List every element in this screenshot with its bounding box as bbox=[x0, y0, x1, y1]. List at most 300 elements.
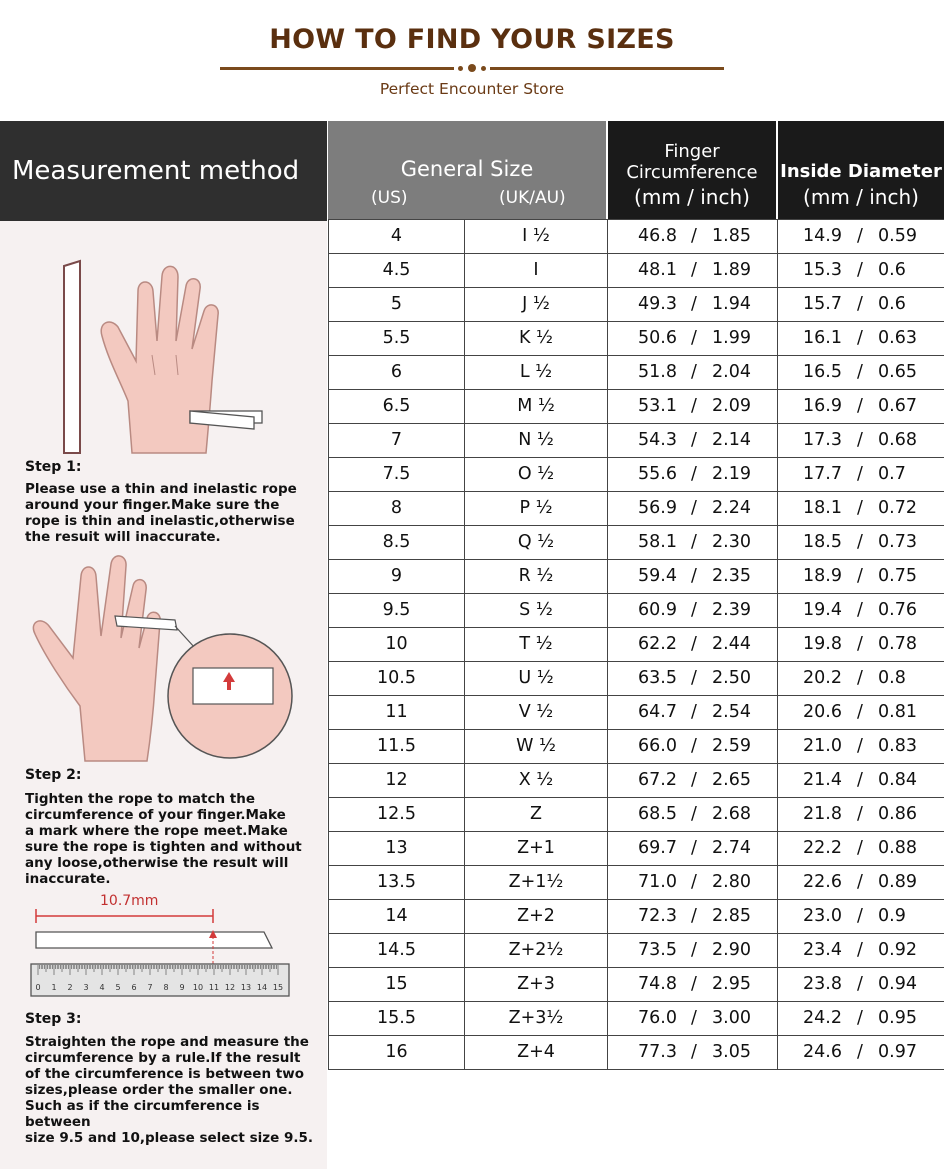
ruler-number: 13 bbox=[240, 983, 252, 992]
diameter-cell bbox=[778, 662, 944, 695]
unit-separator: / bbox=[691, 770, 697, 790]
diameter-cell bbox=[778, 322, 944, 355]
unit-separator: / bbox=[857, 974, 863, 994]
ruler-number: 15 bbox=[272, 983, 284, 992]
us-size-cell: 14.5 bbox=[329, 934, 465, 967]
us-size-cell: 10 bbox=[329, 628, 465, 661]
step-text-line: around your finger.Make sure the bbox=[25, 497, 280, 513]
diameter-mm: 16.1 bbox=[803, 328, 842, 348]
circumference-cell bbox=[608, 356, 778, 389]
diameter-cell bbox=[778, 220, 944, 253]
ruler-number: 7 bbox=[147, 983, 153, 992]
step-text-line: Please use a thin and inelastic rope bbox=[25, 481, 297, 497]
step-text-line: sizes,please order the smaller one. bbox=[25, 1082, 293, 1098]
unit-separator: / bbox=[691, 430, 697, 450]
circumference-cell bbox=[608, 390, 778, 423]
table-row bbox=[329, 390, 944, 424]
circumference-inch: 2.39 bbox=[712, 600, 751, 620]
diameter-mm: 18.9 bbox=[803, 566, 842, 586]
circumference-mm: 55.6 bbox=[638, 464, 677, 484]
circumference-inch: 2.80 bbox=[712, 872, 751, 892]
measurement-panel bbox=[0, 121, 327, 1169]
circumference-cell bbox=[608, 220, 778, 253]
inside-diameter-header bbox=[778, 121, 944, 219]
us-size-cell: 16 bbox=[329, 1036, 465, 1069]
circumference-cell bbox=[608, 288, 778, 321]
uk-size-cell: Z+2 bbox=[465, 900, 608, 933]
us-size-cell: 9.5 bbox=[329, 594, 465, 627]
circumference-inch: 2.09 bbox=[712, 396, 751, 416]
diameter-mm: 24.2 bbox=[803, 1008, 842, 1028]
diameter-mm: 18.5 bbox=[803, 532, 842, 552]
ruler-number: 4 bbox=[99, 983, 105, 992]
diameter-mm: 17.3 bbox=[803, 430, 842, 450]
fc-header-line: Finger bbox=[664, 141, 720, 162]
circumference-mm: 50.6 bbox=[638, 328, 677, 348]
table-row bbox=[329, 798, 944, 832]
id-header-unit: (mm / inch) bbox=[803, 185, 919, 209]
diameter-inch: 0.76 bbox=[878, 600, 917, 620]
diameter-cell bbox=[778, 458, 944, 491]
table-row bbox=[329, 730, 944, 764]
circumference-cell bbox=[608, 322, 778, 355]
circumference-inch: 1.85 bbox=[712, 226, 751, 246]
us-size-cell: 7.5 bbox=[329, 458, 465, 491]
us-size-cell: 13 bbox=[329, 832, 465, 865]
diameter-cell bbox=[778, 526, 944, 559]
circumference-mm: 76.0 bbox=[638, 1008, 677, 1028]
diameter-inch: 0.68 bbox=[878, 430, 917, 450]
table-row bbox=[329, 662, 944, 696]
us-size-cell: 15 bbox=[329, 968, 465, 1001]
step-1-title: Step 1: bbox=[25, 459, 82, 475]
table-row bbox=[329, 832, 944, 866]
unit-separator: / bbox=[857, 736, 863, 756]
step-text-line: Straighten the rope and measure the bbox=[25, 1034, 309, 1050]
title-rule-right bbox=[490, 67, 724, 70]
page-title: HOW TO FIND YOUR SIZES bbox=[269, 24, 675, 55]
circumference-inch: 2.74 bbox=[712, 838, 751, 858]
circumference-mm: 69.7 bbox=[638, 838, 677, 858]
finger-circumference-header bbox=[608, 121, 776, 219]
table-row bbox=[329, 628, 944, 662]
unit-separator: / bbox=[691, 634, 697, 654]
diameter-mm: 15.7 bbox=[803, 294, 842, 314]
step-text-line: circumference by a rule.If the result bbox=[25, 1050, 301, 1066]
unit-separator: / bbox=[857, 362, 863, 382]
circumference-cell bbox=[608, 526, 778, 559]
table-row bbox=[329, 560, 944, 594]
step-text-line: inaccurate. bbox=[25, 871, 111, 887]
diameter-inch: 0.94 bbox=[878, 974, 917, 994]
us-size-cell: 6 bbox=[329, 356, 465, 389]
unit-separator: / bbox=[857, 464, 863, 484]
step-text-line: of the circumference is between two bbox=[25, 1066, 304, 1082]
uk-size-cell: Z+1½ bbox=[465, 866, 608, 899]
circumference-mm: 73.5 bbox=[638, 940, 677, 960]
uk-size-cell: X ½ bbox=[465, 764, 608, 797]
diameter-mm: 20.6 bbox=[803, 702, 842, 722]
circumference-inch: 2.24 bbox=[712, 498, 751, 518]
uk-size-cell: Z+2½ bbox=[465, 934, 608, 967]
diameter-mm: 20.2 bbox=[803, 668, 842, 688]
circumference-mm: 58.1 bbox=[638, 532, 677, 552]
diameter-cell bbox=[778, 696, 944, 729]
diameter-mm: 21.4 bbox=[803, 770, 842, 790]
step-1-text bbox=[25, 481, 325, 545]
us-size-cell: 5.5 bbox=[329, 322, 465, 355]
step-3-title: Step 3: bbox=[25, 1011, 82, 1027]
step-text-line: circumference of your finger.Make bbox=[25, 807, 286, 823]
table-row bbox=[329, 934, 944, 968]
general-size-label: General Size bbox=[400, 157, 534, 181]
page-header bbox=[0, 0, 944, 120]
diameter-cell bbox=[778, 492, 944, 525]
us-size-cell: 9 bbox=[329, 560, 465, 593]
circumference-inch: 2.95 bbox=[712, 974, 751, 994]
diameter-mm: 23.4 bbox=[803, 940, 842, 960]
table-row bbox=[329, 220, 944, 254]
unit-separator: / bbox=[691, 396, 697, 416]
unit-separator: / bbox=[857, 532, 863, 552]
circumference-cell bbox=[608, 934, 778, 967]
ruler-number: 9 bbox=[179, 983, 185, 992]
diameter-inch: 0.6 bbox=[878, 294, 906, 314]
ruler-number: 8 bbox=[163, 983, 169, 992]
diameter-inch: 0.73 bbox=[878, 532, 917, 552]
us-size-cell: 13.5 bbox=[329, 866, 465, 899]
diameter-inch: 0.78 bbox=[878, 634, 917, 654]
us-size-cell: 5 bbox=[329, 288, 465, 321]
hand-mark-illustration bbox=[25, 546, 305, 766]
step-text-line: sure the rope is tighten and without bbox=[25, 839, 302, 855]
unit-separator: / bbox=[857, 770, 863, 790]
circumference-cell bbox=[608, 662, 778, 695]
table-row bbox=[329, 594, 944, 628]
uk-size-cell: Z+3½ bbox=[465, 1002, 608, 1035]
diameter-inch: 0.95 bbox=[878, 1008, 917, 1028]
us-size-cell: 14 bbox=[329, 900, 465, 933]
circumference-cell bbox=[608, 696, 778, 729]
ruler-number: 1 bbox=[51, 983, 57, 992]
uk-size-cell: O ½ bbox=[465, 458, 608, 491]
circumference-mm: 60.9 bbox=[638, 600, 677, 620]
diameter-cell bbox=[778, 628, 944, 661]
uk-size-cell: W ½ bbox=[465, 730, 608, 763]
diameter-cell bbox=[778, 832, 944, 865]
measurement-heading: Measurement method bbox=[0, 121, 327, 221]
diameter-inch: 0.67 bbox=[878, 396, 917, 416]
table-row bbox=[329, 254, 944, 288]
circumference-cell bbox=[608, 866, 778, 899]
circumference-cell bbox=[608, 900, 778, 933]
diameter-inch: 0.92 bbox=[878, 940, 917, 960]
circumference-mm: 63.5 bbox=[638, 668, 677, 688]
unit-separator: / bbox=[691, 464, 697, 484]
unit-separator: / bbox=[691, 226, 697, 246]
circumference-mm: 49.3 bbox=[638, 294, 677, 314]
circumference-inch: 2.85 bbox=[712, 906, 751, 926]
us-size-cell: 11 bbox=[329, 696, 465, 729]
circumference-cell bbox=[608, 968, 778, 1001]
ruler-illustration bbox=[28, 906, 293, 1001]
table-row bbox=[329, 866, 944, 900]
diameter-mm: 22.2 bbox=[803, 838, 842, 858]
uk-size-cell: U ½ bbox=[465, 662, 608, 695]
circumference-inch: 2.54 bbox=[712, 702, 751, 722]
diameter-cell bbox=[778, 254, 944, 287]
diameter-cell bbox=[778, 900, 944, 933]
unit-separator: / bbox=[857, 906, 863, 926]
us-size-cell: 7 bbox=[329, 424, 465, 457]
unit-separator: / bbox=[691, 804, 697, 824]
circumference-inch: 2.14 bbox=[712, 430, 751, 450]
circumference-mm: 64.7 bbox=[638, 702, 677, 722]
ruler-number: 12 bbox=[224, 983, 236, 992]
table-row bbox=[329, 1002, 944, 1036]
rule-dot bbox=[458, 66, 463, 71]
step-text-line: any loose,otherwise the result will bbox=[25, 855, 289, 871]
uk-size-cell: M ½ bbox=[465, 390, 608, 423]
diameter-cell bbox=[778, 1036, 944, 1069]
step-text-line: Such as if the circumference is between bbox=[25, 1098, 260, 1130]
table-row bbox=[329, 526, 944, 560]
unit-separator: / bbox=[691, 498, 697, 518]
table-row bbox=[329, 968, 944, 1002]
diameter-mm: 19.4 bbox=[803, 600, 842, 620]
ruler-number: 6 bbox=[131, 983, 137, 992]
unit-separator: / bbox=[857, 804, 863, 824]
uk-size-cell: J ½ bbox=[465, 288, 608, 321]
step-text-line: a mark where the rope meet.Make bbox=[25, 823, 288, 839]
uk-size-cell: I bbox=[465, 254, 608, 287]
circumference-cell bbox=[608, 764, 778, 797]
uk-size-cell: V ½ bbox=[465, 696, 608, 729]
circumference-cell bbox=[608, 492, 778, 525]
table-row bbox=[329, 900, 944, 934]
unit-separator: / bbox=[691, 532, 697, 552]
circumference-inch: 2.04 bbox=[712, 362, 751, 382]
step-2-text bbox=[25, 791, 325, 887]
uk-size-label: (UK/AU) bbox=[499, 188, 566, 208]
diameter-mm: 16.5 bbox=[803, 362, 842, 382]
unit-separator: / bbox=[857, 396, 863, 416]
diameter-cell bbox=[778, 968, 944, 1001]
uk-size-cell: Z+1 bbox=[465, 832, 608, 865]
uk-size-cell: Z+3 bbox=[465, 968, 608, 1001]
circumference-inch: 2.68 bbox=[712, 804, 751, 824]
circumference-inch: 2.65 bbox=[712, 770, 751, 790]
diameter-inch: 0.63 bbox=[878, 328, 917, 348]
circumference-cell bbox=[608, 730, 778, 763]
circumference-mm: 62.2 bbox=[638, 634, 677, 654]
circumference-cell bbox=[608, 832, 778, 865]
diameter-cell bbox=[778, 730, 944, 763]
unit-separator: / bbox=[691, 260, 697, 280]
diameter-mm: 15.3 bbox=[803, 260, 842, 280]
unit-separator: / bbox=[691, 1008, 697, 1028]
unit-separator: / bbox=[857, 872, 863, 892]
circumference-cell bbox=[608, 798, 778, 831]
circumference-mm: 51.8 bbox=[638, 362, 677, 382]
diameter-mm: 16.9 bbox=[803, 396, 842, 416]
ruler-number: 3 bbox=[83, 983, 89, 992]
table-row bbox=[329, 288, 944, 322]
diameter-mm: 22.6 bbox=[803, 872, 842, 892]
circumference-mm: 74.8 bbox=[638, 974, 677, 994]
diameter-mm: 23.8 bbox=[803, 974, 842, 994]
circumference-mm: 68.5 bbox=[638, 804, 677, 824]
circumference-mm: 46.8 bbox=[638, 226, 677, 246]
unit-separator: / bbox=[857, 634, 863, 654]
unit-separator: / bbox=[857, 668, 863, 688]
unit-separator: / bbox=[857, 430, 863, 450]
unit-separator: / bbox=[857, 702, 863, 722]
unit-separator: / bbox=[691, 600, 697, 620]
unit-separator: / bbox=[691, 566, 697, 586]
unit-separator: / bbox=[857, 566, 863, 586]
table-row bbox=[329, 458, 944, 492]
diameter-inch: 0.83 bbox=[878, 736, 917, 756]
diameter-inch: 0.7 bbox=[878, 464, 906, 484]
uk-size-cell: R ½ bbox=[465, 560, 608, 593]
rule-dot bbox=[468, 64, 476, 72]
uk-size-cell: Z+4 bbox=[465, 1036, 608, 1069]
unit-separator: / bbox=[691, 736, 697, 756]
us-size-cell: 4.5 bbox=[329, 254, 465, 287]
unit-separator: / bbox=[857, 328, 863, 348]
us-size-cell: 8 bbox=[329, 492, 465, 525]
circumference-mm: 54.3 bbox=[638, 430, 677, 450]
uk-size-cell: I ½ bbox=[465, 220, 608, 253]
uk-size-cell: L ½ bbox=[465, 356, 608, 389]
step-text-line: Tighten the rope to match the bbox=[25, 791, 255, 807]
diameter-cell bbox=[778, 798, 944, 831]
circumference-inch: 1.94 bbox=[712, 294, 751, 314]
diameter-inch: 0.89 bbox=[878, 872, 917, 892]
diameter-inch: 0.97 bbox=[878, 1042, 917, 1062]
unit-separator: / bbox=[857, 1042, 863, 1062]
unit-separator: / bbox=[857, 226, 863, 246]
circumference-mm: 77.3 bbox=[638, 1042, 677, 1062]
diameter-cell bbox=[778, 424, 944, 457]
ruler-number: 0 bbox=[35, 983, 41, 992]
title-rule-left bbox=[220, 67, 454, 70]
diameter-mm: 18.1 bbox=[803, 498, 842, 518]
circumference-mm: 59.4 bbox=[638, 566, 677, 586]
table-row bbox=[329, 696, 944, 730]
circumference-cell bbox=[608, 628, 778, 661]
ruler-number: 14 bbox=[256, 983, 268, 992]
circumference-inch: 2.59 bbox=[712, 736, 751, 756]
uk-size-cell: K ½ bbox=[465, 322, 608, 355]
ruler-number: 11 bbox=[208, 983, 220, 992]
table-row bbox=[329, 322, 944, 356]
ruler-number: 10 bbox=[192, 983, 204, 992]
unit-separator: / bbox=[857, 260, 863, 280]
diameter-inch: 0.59 bbox=[878, 226, 917, 246]
us-size-cell: 6.5 bbox=[329, 390, 465, 423]
uk-size-cell: S ½ bbox=[465, 594, 608, 627]
circumference-inch: 2.90 bbox=[712, 940, 751, 960]
table-row bbox=[329, 764, 944, 798]
diameter-inch: 0.9 bbox=[878, 906, 906, 926]
table-row bbox=[329, 424, 944, 458]
circumference-mm: 48.1 bbox=[638, 260, 677, 280]
ruler-measure-label: 10.7mm bbox=[100, 893, 159, 909]
store-name: Perfect Encounter Store bbox=[379, 80, 565, 98]
us-size-cell: 10.5 bbox=[329, 662, 465, 695]
step-text-line: rope is thin and inelastic,otherwise bbox=[25, 513, 295, 529]
unit-separator: / bbox=[857, 940, 863, 960]
diameter-mm: 21.0 bbox=[803, 736, 842, 756]
table-row bbox=[329, 356, 944, 390]
us-size-cell: 11.5 bbox=[329, 730, 465, 763]
unit-separator: / bbox=[691, 702, 697, 722]
diameter-mm: 17.7 bbox=[803, 464, 842, 484]
unit-separator: / bbox=[691, 328, 697, 348]
circumference-cell bbox=[608, 1036, 778, 1069]
unit-separator: / bbox=[691, 974, 697, 994]
diameter-inch: 0.72 bbox=[878, 498, 917, 518]
circumference-mm: 53.1 bbox=[638, 396, 677, 416]
unit-separator: / bbox=[857, 498, 863, 518]
diameter-inch: 0.81 bbox=[878, 702, 917, 722]
unit-separator: / bbox=[691, 1042, 697, 1062]
diameter-cell bbox=[778, 288, 944, 321]
table-row bbox=[329, 492, 944, 526]
diameter-cell bbox=[778, 866, 944, 899]
circumference-inch: 1.99 bbox=[712, 328, 751, 348]
us-size-label: (US) bbox=[371, 188, 408, 208]
unit-separator: / bbox=[857, 600, 863, 620]
diameter-cell bbox=[778, 764, 944, 797]
diameter-inch: 0.88 bbox=[878, 838, 917, 858]
table-row bbox=[329, 1036, 944, 1070]
diameter-mm: 24.6 bbox=[803, 1042, 842, 1062]
unit-separator: / bbox=[691, 838, 697, 858]
us-size-cell: 12 bbox=[329, 764, 465, 797]
diameter-mm: 14.9 bbox=[803, 226, 842, 246]
diameter-inch: 0.75 bbox=[878, 566, 917, 586]
circumference-inch: 2.19 bbox=[712, 464, 751, 484]
diameter-cell bbox=[778, 1002, 944, 1035]
diameter-cell bbox=[778, 390, 944, 423]
unit-separator: / bbox=[857, 294, 863, 314]
fc-header-unit: (mm / inch) bbox=[634, 185, 750, 209]
us-size-cell: 4 bbox=[329, 220, 465, 253]
uk-size-cell: N ½ bbox=[465, 424, 608, 457]
size-rows bbox=[328, 219, 944, 1070]
circumference-inch: 2.30 bbox=[712, 532, 751, 552]
diameter-mm: 21.8 bbox=[803, 804, 842, 824]
circumference-inch: 1.89 bbox=[712, 260, 751, 280]
uk-size-cell: P ½ bbox=[465, 492, 608, 525]
circumference-inch: 2.44 bbox=[712, 634, 751, 654]
diameter-mm: 19.8 bbox=[803, 634, 842, 654]
circumference-inch: 3.05 bbox=[712, 1042, 751, 1062]
general-size-header bbox=[328, 121, 606, 219]
us-size-cell: 12.5 bbox=[329, 798, 465, 831]
circumference-mm: 71.0 bbox=[638, 872, 677, 892]
id-header-line: Inside Diameter bbox=[780, 161, 942, 182]
diameter-inch: 0.65 bbox=[878, 362, 917, 382]
diameter-cell bbox=[778, 356, 944, 389]
step-3-text bbox=[25, 1034, 325, 1146]
circumference-cell bbox=[608, 560, 778, 593]
circumference-mm: 66.0 bbox=[638, 736, 677, 756]
uk-size-cell: Q ½ bbox=[465, 526, 608, 559]
